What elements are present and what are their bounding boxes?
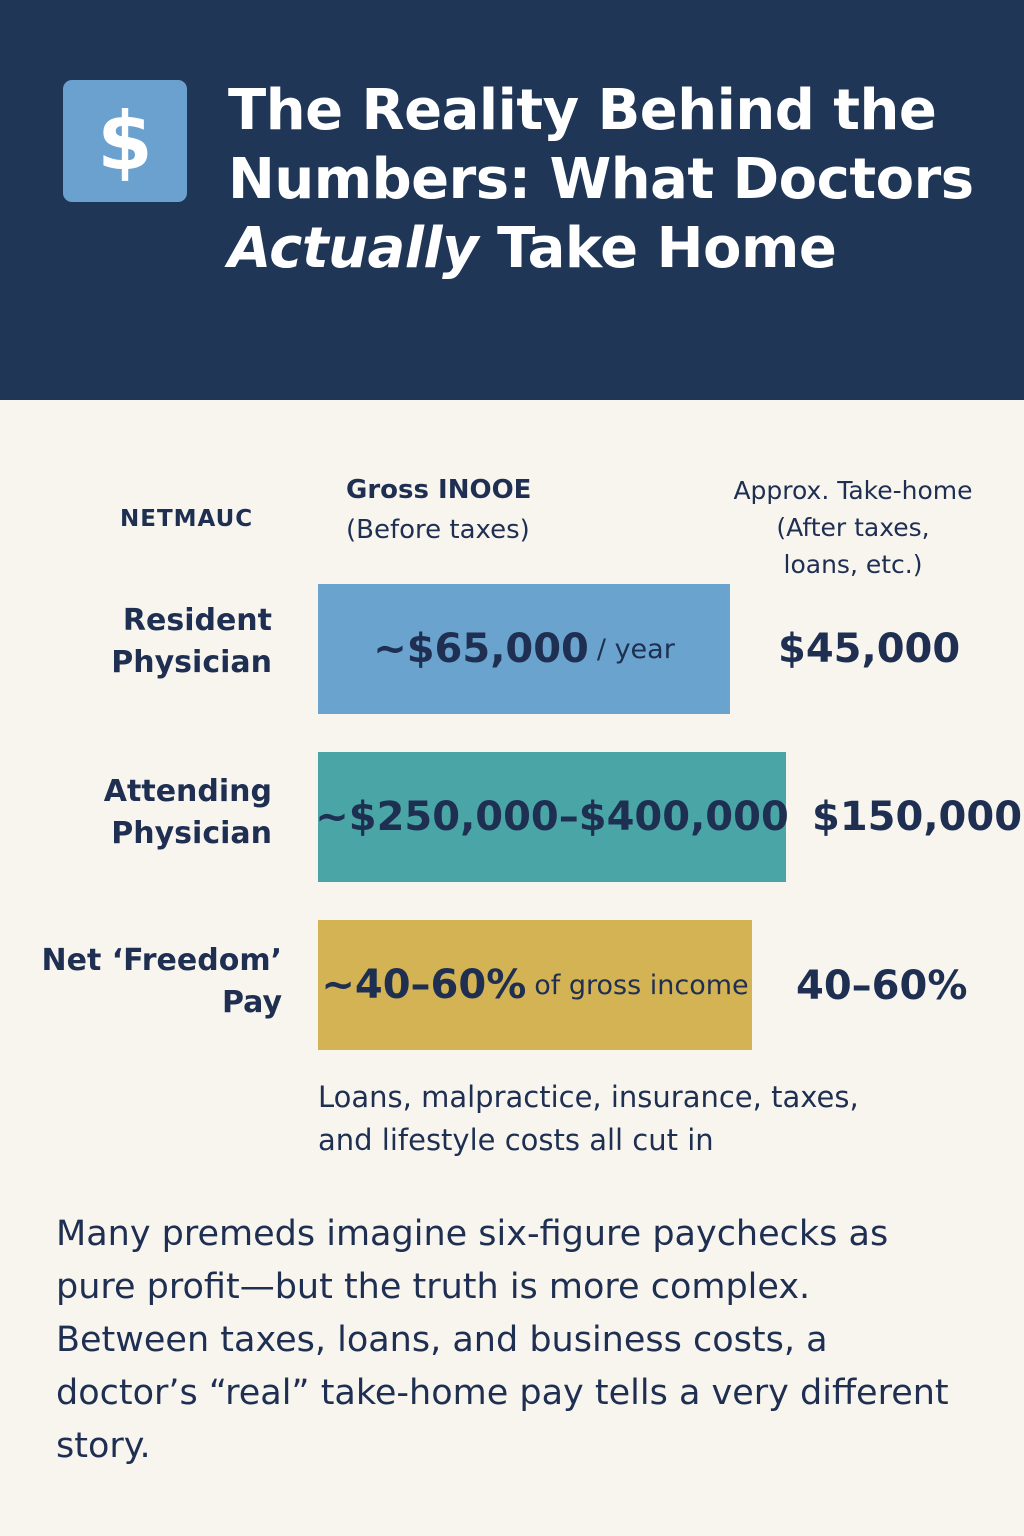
costs-note: Loans, malpractice, insurance, taxes, and lifestyle costs all cut in	[318, 1080, 859, 1157]
gross-suffix: / year	[596, 633, 675, 665]
row-label-freedom	[2, 940, 282, 1024]
title-part-2: Take Home	[478, 216, 837, 281]
page-title	[228, 76, 988, 283]
title-emphasis: Actually	[228, 216, 479, 281]
gross-value: ~$250,000–$400,000	[315, 794, 789, 840]
title-part-1: The Reality Behind the Numbers: What Doctors	[228, 78, 974, 212]
gross-header-subtitle: (Before taxes)	[346, 515, 530, 545]
take-home-attending: $150,000	[812, 794, 1023, 840]
gross-header-title: Gross INOOE	[346, 475, 532, 505]
take-home-resident: $45,000	[778, 626, 961, 672]
gross-value: ~$65,000	[373, 626, 589, 672]
row-label-resident	[0, 600, 272, 684]
row-label-line1: Attending	[103, 774, 272, 809]
row-label-line2: Physician	[111, 645, 272, 680]
take-home-freedom: 40–60%	[796, 963, 968, 1009]
gross-income-header	[346, 470, 531, 550]
dollar-icon: $	[63, 80, 187, 202]
row-label-attending	[0, 771, 272, 855]
gross-bar-attending	[315, 752, 789, 882]
gross-value: ~40–60%	[321, 962, 527, 1008]
take-home-header	[718, 472, 988, 583]
row-label-line2: Physician	[111, 816, 272, 851]
summary-paragraph: Many premeds imagine six-figure paychecks as pure profit—but the truth is more complex. Between taxes, loans, and business costs, a doctor’s “real” take-home pay tells a very different story.	[56, 1214, 949, 1466]
row-label-line1: Net ‘Freedom’	[41, 943, 282, 978]
take-home-header-line3: loans, etc.)	[783, 550, 923, 579]
take-home-header-line1: Approx. Take-home	[733, 476, 973, 505]
row-label-line1: Resident	[122, 603, 272, 638]
gross-suffix: of gross income	[534, 969, 749, 1001]
row-label-line2: Pay	[221, 985, 282, 1020]
gross-bar-resident	[318, 584, 730, 714]
header-banner	[0, 0, 1024, 400]
row-label-header: NETMAUC	[120, 506, 254, 532]
take-home-header-line2: (After taxes,	[776, 513, 930, 542]
gross-bar-freedom	[318, 920, 752, 1050]
